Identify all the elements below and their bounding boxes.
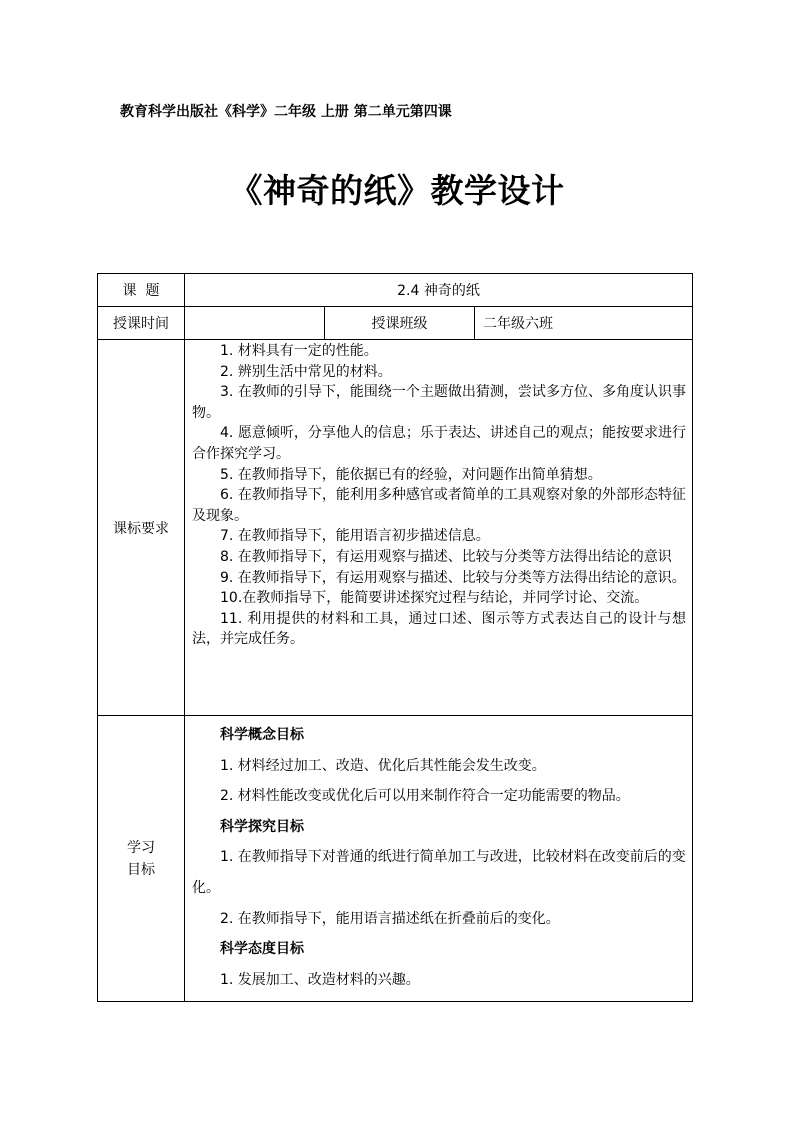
requirements-label: 课标要求 (98, 340, 185, 716)
requirement-item: 11. 利用提供的材料和工具，通过口述、图示等方式表达自己的设计与想法，并完成任务。 (192, 610, 686, 648)
goals-label-line-2: 目标 (127, 861, 155, 878)
lesson-plan-table (97, 273, 693, 1002)
requirement-item: 2. 辨别生活中常见的材料。 (220, 363, 392, 380)
goals-content (185, 716, 693, 1002)
requirement-item: 5. 在教师指导下，能依据已有的经验，对问题作出简单猜想。 (220, 466, 602, 483)
class-value: 二年级六班 (475, 307, 693, 340)
requirement-item: 9. 在教师指导下，有运用观察与描述、比较与分类等方法得出结论的意识。 (220, 569, 686, 586)
time-class-row (98, 307, 693, 340)
requirement-item: 1. 材料具有一定的性能。 (220, 343, 378, 359)
goals-label (98, 716, 185, 1002)
topic-label: 课 题 (98, 274, 185, 307)
inquiry-goals-heading: 科学探究目标 (220, 818, 304, 835)
goals-row (98, 716, 693, 1002)
requirement-item: 10.在教师指导下，能简要讲述探究过程与结论，并同学讨论、交流。 (220, 590, 649, 607)
topic-row (98, 274, 693, 307)
time-label: 授课时间 (98, 307, 185, 340)
topic-value: 2.4 神奇的纸 (185, 274, 693, 307)
time-value (185, 307, 325, 340)
requirements-list (185, 340, 693, 716)
requirements-row (98, 340, 693, 716)
inquiry-goal: 1. 在教师指导下对普通的纸进行简单加工与改进，比较材料在改变前后的变化。 (192, 849, 686, 896)
page-title: 《神奇的纸》教学设计 (229, 171, 565, 210)
attitude-goals-heading: 科学态度目标 (220, 941, 304, 958)
requirement-item: 3. 在教师的引导下，能围绕一个主题做出猜测，尝试多方位、多角度认识事物。 (192, 384, 686, 421)
requirement-item: 7. 在教师指导下，能用语言初步描述信息。 (220, 528, 490, 545)
concept-goals-heading: 科学概念目标 (220, 727, 304, 743)
publisher-header: 教育科学出版社《科学》二年级 上册 第二单元第四课 (120, 104, 452, 120)
attitude-goal: 1. 发展加工、改造材料的兴趣。 (220, 971, 420, 988)
concept-goal: 1. 材料经过加工、改造、优化后其性能会发生改变。 (220, 757, 546, 774)
concept-goal: 2. 材料性能改变或优化后可以用来制作符合一定功能需要的物品。 (220, 788, 630, 805)
requirement-item: 6. 在教师指导下，能利用多种感官或者简单的工具观察对象的外部形态特征及现象。 (192, 487, 686, 524)
requirement-item: 8. 在教师指导下，有运用观察与描述、比较与分类等方法得出结论的意识 (220, 548, 672, 565)
class-label: 授课班级 (325, 307, 475, 340)
requirement-item: 4. 愿意倾听，分享他人的信息；乐于表达、讲述自己的观点；能按要求进行合作探究学习。 (192, 425, 686, 462)
goals-label-line-1: 学习 (127, 839, 155, 856)
inquiry-goal: 2. 在教师指导下，能用语言描述纸在折叠前后的变化。 (220, 910, 560, 927)
